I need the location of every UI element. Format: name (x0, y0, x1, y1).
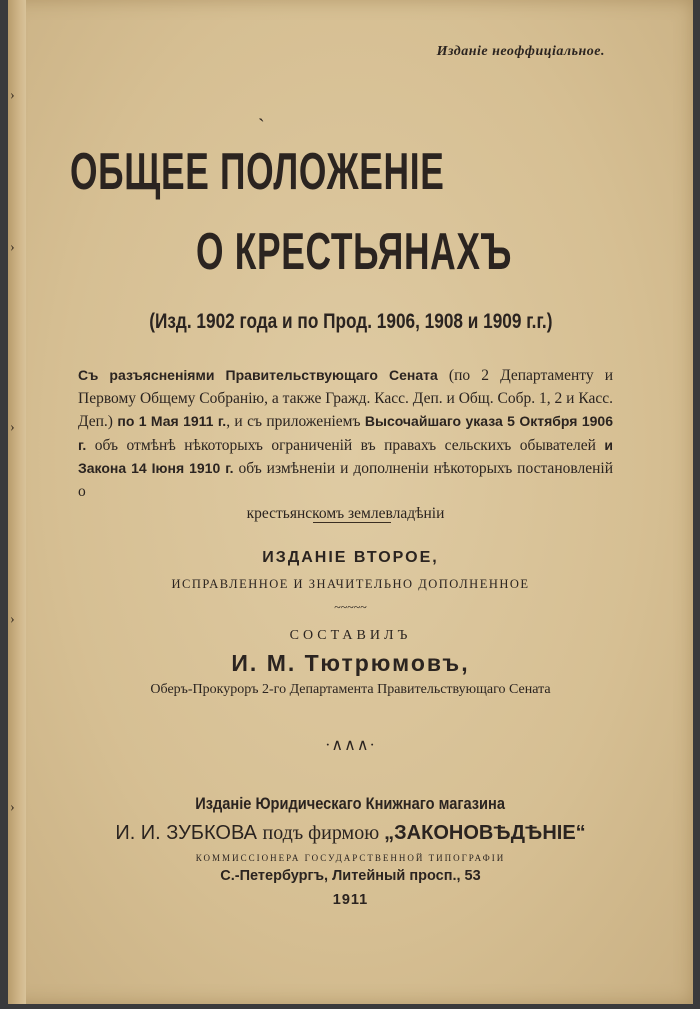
publisher-line-2: И. И. ЗУБКОВА подъ фирмою „ЗАКОНОВѢДѢНІЕ“ (115, 822, 586, 844)
binding-mark: › (10, 800, 15, 815)
publication-year: 1911 (332, 892, 369, 908)
title-line-2: О КРЕСТЬЯНАХЪ (196, 223, 513, 281)
binding-mark: › (10, 88, 15, 103)
ink-mark: ˎ (258, 100, 265, 122)
description-paragraph: Съ разъясненіями Правительствующаго Сената (по 2 Департаменту и Первому Общему Собранію, а также Гражд. Касс. Деп. и Общ. Собр. 1, 2 и Касс. Деп.) по 1 Мая 1911 г., и съ приложеніемъ Высочайшаго указа 5 Октября 1906 г. объ отмѣнѣ нѣкоторыхъ ограниченій въ правахъ сельскихъ обывателей и Закона 14 Іюня 1910 г. объ измѣненіи и дополненіи нѣкоторыхъ постановленій о крестьянскомъ землевладѣніи (78, 364, 613, 526)
author-name: И. М. Тютрюмовъ, (231, 650, 470, 676)
binding-mark: › (10, 612, 15, 627)
divider-rule (313, 522, 391, 523)
title-page (8, 0, 693, 1004)
binding-mark: › (10, 240, 15, 255)
unofficial-edition-note: Изданіе неоффиціальное. (436, 44, 605, 59)
author-position: Оберъ-Прокуроръ 2-го Департамента Правительствующаго Сената (150, 682, 551, 697)
publisher-address: С.-Петербургъ, Литейный просп., 53 (220, 868, 481, 884)
edition-label: ИЗДАНІЕ ВТОРОЕ, (262, 549, 439, 566)
edition-subtitle: ИСПРАВЛЕННОЕ И ЗНАЧИТЕЛЬНО ДОПОЛНЕННОЕ (171, 577, 530, 591)
binding-mark: › (10, 420, 15, 435)
ornament-flourish: ·∧∧∧· (325, 737, 376, 754)
description-last-line: крестьянскомъ землевладѣніи (246, 505, 445, 522)
edition-reference: (Изд. 1902 года и по Прод. 1906, 1908 и 1909 г.г.) (148, 310, 553, 333)
compiled-by-label: СОСТАВИЛЪ (289, 628, 412, 643)
publisher-line-3: КОММИССІОНЕРА ГОСУДАРСТВЕННОЙ ТИПОГРАФІИ (195, 853, 506, 863)
title-line-1: ОБЩЕЕ ПОЛОЖЕНІЕ (70, 143, 445, 201)
publisher-line-1: Изданіе Юридическаго Книжнаго магазина (195, 794, 506, 813)
ornament-divider: ~~~~~ (334, 600, 367, 614)
